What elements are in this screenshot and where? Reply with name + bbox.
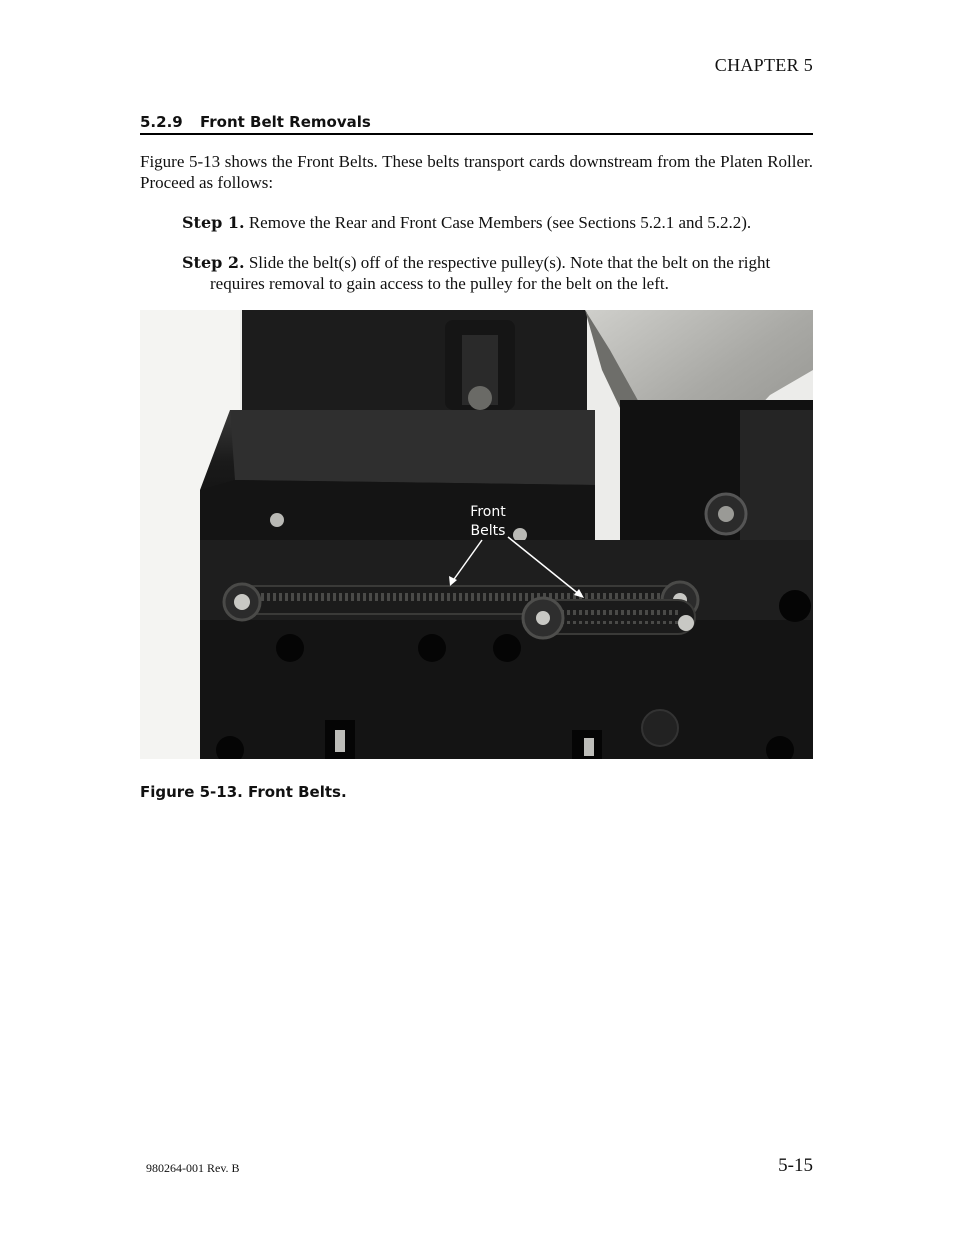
page-number: 5-15 [778,1155,813,1176]
step-text-continuation: requires removal to gain access to the pulley for the belt on the left. [210,274,669,293]
callout-label-line1: Front [470,504,506,520]
chapter-header: CHAPTER 5 [714,55,813,75]
step-1 [182,212,813,233]
section-heading [140,113,813,135]
figure-caption: Figure 5-13. Front Belts. [140,783,347,801]
front-belts-photo [140,310,813,759]
step-text: Remove the Rear and Front Case Members (see Sections 5.2.1 and 5.2.2). [248,213,752,232]
step-2 [182,252,813,294]
section-title: Front Belt Removals [199,113,371,131]
printer-mechanism-illustration [140,310,813,759]
step-label: Step 2. [182,253,245,272]
document-number: 980264-001 Rev. B [146,1161,240,1175]
intro-paragraph: Figure 5-13 shows the Front Belts. These belts transport cards downstream from the Platen Roller. Proceed as follows: [140,152,813,192]
step-label: Step 1. [182,213,245,232]
callout-label-line2: Belts [470,523,506,539]
step-text: Slide the belt(s) off of the respective pulley(s). Note that the belt on the right [248,253,771,272]
section-number: 5.2.9 [140,113,183,131]
